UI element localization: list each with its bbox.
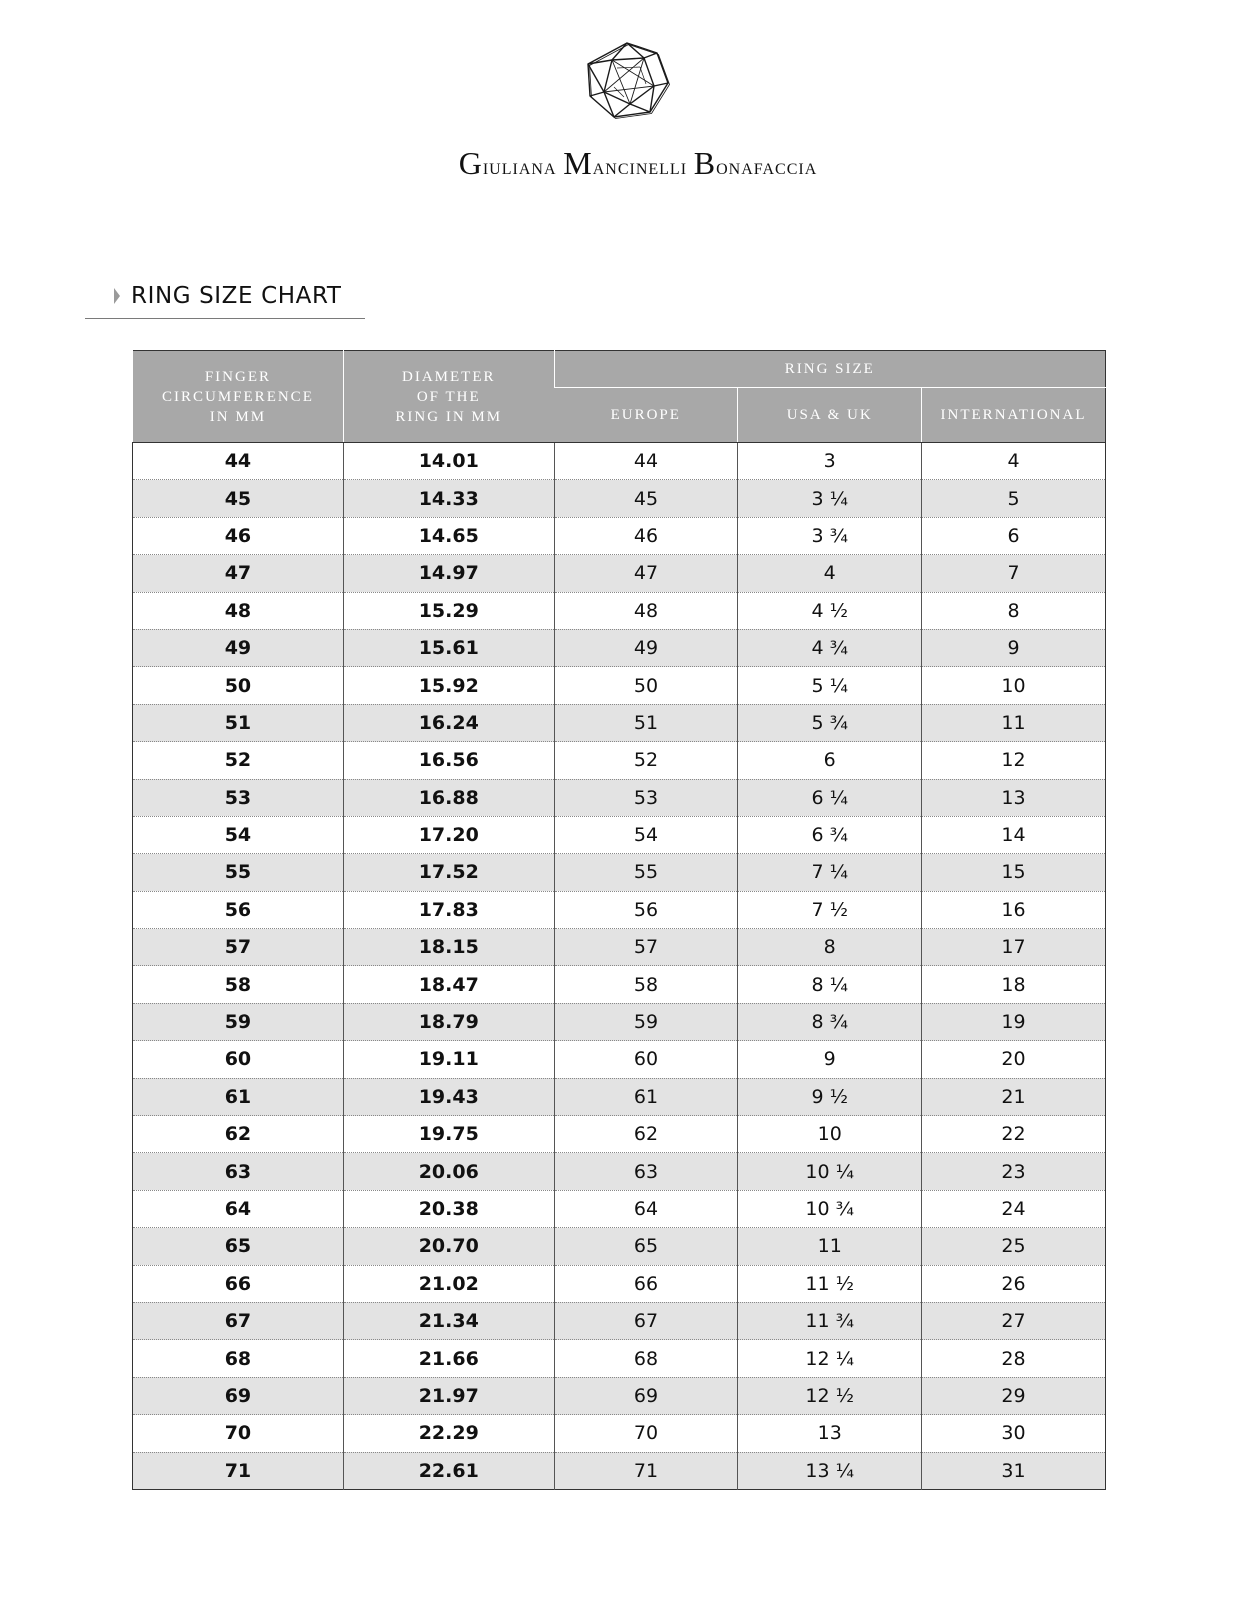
cell-diameter: 21.34 xyxy=(343,1302,554,1339)
cell-diameter: 14.97 xyxy=(343,555,554,592)
cell-usa-uk: 10 xyxy=(738,1116,922,1153)
geometric-polyhedron-logo xyxy=(584,40,670,120)
cell-international: 14 xyxy=(922,816,1106,853)
cell-usa-uk: 6 ¼ xyxy=(738,779,922,816)
cell-international: 23 xyxy=(922,1153,1106,1190)
table-row xyxy=(133,1041,1106,1078)
table-row xyxy=(133,517,1106,554)
cell-usa-uk: 5 ¾ xyxy=(738,704,922,741)
cell-diameter: 21.02 xyxy=(343,1265,554,1302)
cell-europe: 45 xyxy=(554,480,738,517)
cell-europe: 69 xyxy=(554,1377,738,1414)
table-row xyxy=(133,966,1106,1003)
cell-international: 12 xyxy=(922,742,1106,779)
cell-circumference: 51 xyxy=(133,704,344,741)
cell-europe: 66 xyxy=(554,1265,738,1302)
cell-international: 31 xyxy=(922,1452,1106,1489)
cell-diameter: 21.66 xyxy=(343,1340,554,1377)
cell-usa-uk: 7 ¼ xyxy=(738,854,922,891)
cell-usa-uk: 3 xyxy=(738,443,922,480)
cell-usa-uk: 9 xyxy=(738,1041,922,1078)
cell-circumference: 59 xyxy=(133,1003,344,1040)
cell-circumference: 63 xyxy=(133,1153,344,1190)
cell-diameter: 18.79 xyxy=(343,1003,554,1040)
cell-international: 15 xyxy=(922,854,1106,891)
cell-usa-uk: 6 ¾ xyxy=(738,816,922,853)
cell-europe: 70 xyxy=(554,1415,738,1452)
cell-diameter: 20.70 xyxy=(343,1228,554,1265)
header-usa-uk: USA & UK xyxy=(738,388,922,443)
cell-usa-uk: 12 ¼ xyxy=(738,1340,922,1377)
cell-europe: 67 xyxy=(554,1302,738,1339)
cell-usa-uk: 8 xyxy=(738,929,922,966)
brand-name xyxy=(0,145,1236,182)
cell-europe: 57 xyxy=(554,929,738,966)
table-row xyxy=(133,555,1106,592)
brand-word-1: Giuliana xyxy=(458,145,557,181)
cell-circumference: 71 xyxy=(133,1452,344,1489)
cell-diameter: 16.24 xyxy=(343,704,554,741)
cell-usa-uk: 3 ¼ xyxy=(738,480,922,517)
cell-europe: 52 xyxy=(554,742,738,779)
table-row xyxy=(133,1078,1106,1115)
cell-diameter: 22.29 xyxy=(343,1415,554,1452)
cell-circumference: 47 xyxy=(133,555,344,592)
cell-international: 11 xyxy=(922,704,1106,741)
section-title xyxy=(85,280,365,319)
cell-diameter: 19.75 xyxy=(343,1116,554,1153)
table-row xyxy=(133,1153,1106,1190)
header-ring-size: RING SIZE xyxy=(554,351,1105,388)
header-finger-circumference: FINGER CIRCUMFERENCE IN MM xyxy=(133,351,344,443)
cell-international: 20 xyxy=(922,1041,1106,1078)
cell-circumference: 60 xyxy=(133,1041,344,1078)
cell-diameter: 16.88 xyxy=(343,779,554,816)
cell-usa-uk: 4 ¾ xyxy=(738,629,922,666)
cell-international: 30 xyxy=(922,1415,1106,1452)
cell-circumference: 61 xyxy=(133,1078,344,1115)
table-row xyxy=(133,629,1106,666)
cell-diameter: 19.11 xyxy=(343,1041,554,1078)
cell-circumference: 66 xyxy=(133,1265,344,1302)
cell-europe: 58 xyxy=(554,966,738,1003)
cell-europe: 55 xyxy=(554,854,738,891)
table-row xyxy=(133,667,1106,704)
cell-diameter: 15.29 xyxy=(343,592,554,629)
cell-circumference: 70 xyxy=(133,1415,344,1452)
cell-europe: 46 xyxy=(554,517,738,554)
cell-usa-uk: 5 ¼ xyxy=(738,667,922,704)
table-row xyxy=(133,480,1106,517)
table-row xyxy=(133,779,1106,816)
cell-europe: 54 xyxy=(554,816,738,853)
table-row xyxy=(133,1228,1106,1265)
section-title-label: RING SIZE CHART xyxy=(131,283,342,309)
cell-circumference: 57 xyxy=(133,929,344,966)
table-row xyxy=(133,1116,1106,1153)
cell-usa-uk: 8 ¾ xyxy=(738,1003,922,1040)
table-row xyxy=(133,704,1106,741)
cell-diameter: 20.06 xyxy=(343,1153,554,1190)
cell-diameter: 15.61 xyxy=(343,629,554,666)
cell-europe: 62 xyxy=(554,1116,738,1153)
cell-international: 16 xyxy=(922,891,1106,928)
cell-diameter: 14.65 xyxy=(343,517,554,554)
cell-circumference: 49 xyxy=(133,629,344,666)
cell-usa-uk: 13 xyxy=(738,1415,922,1452)
cell-usa-uk: 10 ¾ xyxy=(738,1190,922,1227)
table-row xyxy=(133,1340,1106,1377)
cell-diameter: 18.47 xyxy=(343,966,554,1003)
cell-diameter: 18.15 xyxy=(343,929,554,966)
table-row xyxy=(133,891,1106,928)
cell-usa-uk: 13 ¼ xyxy=(738,1452,922,1489)
cell-diameter: 15.92 xyxy=(343,667,554,704)
table-row xyxy=(133,443,1106,480)
cell-diameter: 14.01 xyxy=(343,443,554,480)
cell-europe: 56 xyxy=(554,891,738,928)
cell-usa-uk: 11 xyxy=(738,1228,922,1265)
cell-usa-uk: 11 ¾ xyxy=(738,1302,922,1339)
table-row xyxy=(133,1302,1106,1339)
cell-europe: 64 xyxy=(554,1190,738,1227)
cell-diameter: 16.56 xyxy=(343,742,554,779)
cell-circumference: 46 xyxy=(133,517,344,554)
table-row xyxy=(133,929,1106,966)
cell-international: 24 xyxy=(922,1190,1106,1227)
cell-international: 4 xyxy=(922,443,1106,480)
table-row xyxy=(133,1415,1106,1452)
cell-circumference: 65 xyxy=(133,1228,344,1265)
cell-usa-uk: 12 ½ xyxy=(738,1377,922,1414)
cell-diameter: 22.61 xyxy=(343,1452,554,1489)
cell-europe: 68 xyxy=(554,1340,738,1377)
cell-circumference: 50 xyxy=(133,667,344,704)
header-international: INTERNATIONAL xyxy=(922,388,1106,443)
table-body xyxy=(133,443,1106,1490)
cell-international: 17 xyxy=(922,929,1106,966)
cell-diameter: 17.52 xyxy=(343,854,554,891)
cell-international: 18 xyxy=(922,966,1106,1003)
cell-diameter: 17.83 xyxy=(343,891,554,928)
cell-circumference: 67 xyxy=(133,1302,344,1339)
cell-circumference: 53 xyxy=(133,779,344,816)
cell-europe: 50 xyxy=(554,667,738,704)
cell-diameter: 21.97 xyxy=(343,1377,554,1414)
cell-international: 22 xyxy=(922,1116,1106,1153)
cell-international: 27 xyxy=(922,1302,1106,1339)
cell-usa-uk: 6 xyxy=(738,742,922,779)
cell-europe: 49 xyxy=(554,629,738,666)
header-diameter: DIAMETER OF THE RING IN MM xyxy=(343,351,554,443)
cell-usa-uk: 7 ½ xyxy=(738,891,922,928)
cell-international: 8 xyxy=(922,592,1106,629)
cell-international: 6 xyxy=(922,517,1106,554)
cell-europe: 60 xyxy=(554,1041,738,1078)
cell-circumference: 68 xyxy=(133,1340,344,1377)
cell-europe: 61 xyxy=(554,1078,738,1115)
cell-europe: 51 xyxy=(554,704,738,741)
table-row xyxy=(133,854,1106,891)
cell-usa-uk: 8 ¼ xyxy=(738,966,922,1003)
cell-international: 29 xyxy=(922,1377,1106,1414)
ring-size-table xyxy=(132,350,1106,1490)
triangle-right-icon xyxy=(114,288,120,304)
cell-usa-uk: 4 xyxy=(738,555,922,592)
cell-circumference: 56 xyxy=(133,891,344,928)
table-row xyxy=(133,1265,1106,1302)
cell-europe: 63 xyxy=(554,1153,738,1190)
cell-europe: 71 xyxy=(554,1452,738,1489)
cell-usa-uk: 11 ½ xyxy=(738,1265,922,1302)
cell-diameter: 19.43 xyxy=(343,1078,554,1115)
cell-international: 21 xyxy=(922,1078,1106,1115)
cell-circumference: 69 xyxy=(133,1377,344,1414)
cell-international: 28 xyxy=(922,1340,1106,1377)
cell-europe: 65 xyxy=(554,1228,738,1265)
cell-europe: 48 xyxy=(554,592,738,629)
table-row xyxy=(133,742,1106,779)
cell-europe: 53 xyxy=(554,779,738,816)
cell-circumference: 55 xyxy=(133,854,344,891)
cell-usa-uk: 10 ¼ xyxy=(738,1153,922,1190)
cell-circumference: 64 xyxy=(133,1190,344,1227)
cell-international: 10 xyxy=(922,667,1106,704)
table-row xyxy=(133,1452,1106,1489)
cell-international: 7 xyxy=(922,555,1106,592)
cell-international: 26 xyxy=(922,1265,1106,1302)
cell-circumference: 58 xyxy=(133,966,344,1003)
table-row xyxy=(133,1003,1106,1040)
cell-usa-uk: 9 ½ xyxy=(738,1078,922,1115)
cell-diameter: 17.20 xyxy=(343,816,554,853)
cell-international: 19 xyxy=(922,1003,1106,1040)
cell-circumference: 52 xyxy=(133,742,344,779)
cell-usa-uk: 3 ¾ xyxy=(738,517,922,554)
cell-diameter: 14.33 xyxy=(343,480,554,517)
table-row xyxy=(133,1377,1106,1414)
cell-usa-uk: 4 ½ xyxy=(738,592,922,629)
table-row xyxy=(133,592,1106,629)
cell-europe: 59 xyxy=(554,1003,738,1040)
cell-international: 9 xyxy=(922,629,1106,666)
header-europe: EUROPE xyxy=(554,388,738,443)
cell-europe: 44 xyxy=(554,443,738,480)
cell-circumference: 44 xyxy=(133,443,344,480)
brand-word-3: Bonafaccia xyxy=(693,145,818,181)
cell-international: 25 xyxy=(922,1228,1106,1265)
cell-international: 5 xyxy=(922,480,1106,517)
cell-circumference: 48 xyxy=(133,592,344,629)
cell-circumference: 54 xyxy=(133,816,344,853)
table-row xyxy=(133,1190,1106,1227)
cell-europe: 47 xyxy=(554,555,738,592)
table-row xyxy=(133,816,1106,853)
cell-international: 13 xyxy=(922,779,1106,816)
cell-diameter: 20.38 xyxy=(343,1190,554,1227)
cell-circumference: 62 xyxy=(133,1116,344,1153)
cell-circumference: 45 xyxy=(133,480,344,517)
brand-word-2: Mancinelli xyxy=(563,145,688,181)
